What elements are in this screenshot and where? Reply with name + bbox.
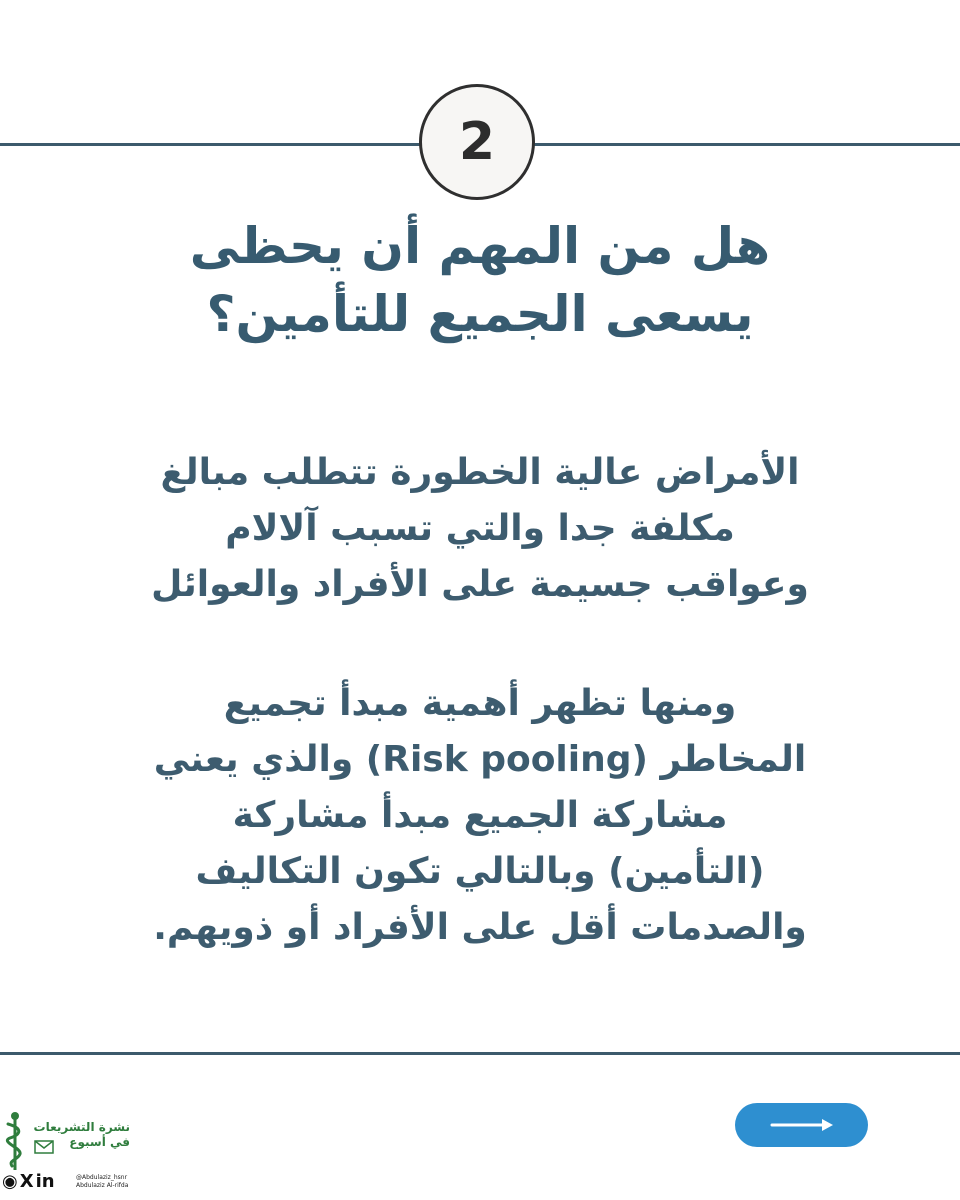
caduceus-icon <box>2 1110 32 1172</box>
bottom-divider <box>0 1052 960 1055</box>
paragraph-line: ومنها تظهر أهمية مبدأ تجميع <box>223 683 737 724</box>
linkedin-icon[interactable]: in <box>35 1171 55 1192</box>
slide-number-badge <box>419 84 535 200</box>
title-line: هل من المهم أن يحظى <box>189 217 771 275</box>
newsletter-logo <box>0 1108 140 1196</box>
paragraph-2 <box>130 676 830 956</box>
social-links <box>2 1172 55 1192</box>
social-handles <box>76 1174 128 1190</box>
logo-line: في أسبوع <box>69 1135 130 1149</box>
x-icon[interactable]: X <box>19 1171 34 1192</box>
slide-number: 2 <box>458 112 496 172</box>
paragraph-line: (التأمين) وبالتالي تكون التكاليف <box>195 851 765 892</box>
title-line: يسعى الجميع للتأمين؟ <box>206 285 754 343</box>
page-title <box>120 212 840 348</box>
handle: @Abdulaziz_hsnr <box>76 1174 128 1181</box>
paragraph-line: مكلفة جدا والتي تسبب آلالام <box>225 508 735 549</box>
instagram-icon[interactable]: ◉ <box>2 1171 18 1192</box>
handle: Abdulaziz Al-rifda <box>76 1182 129 1189</box>
paragraph-line: الأمراض عالية الخطورة تتطلب مبالغ <box>160 452 800 493</box>
paragraph-line: والصدمات أقل على الأفراد أو ذويهم. <box>153 907 807 948</box>
paragraph-1 <box>130 445 830 613</box>
arrow-right-icon <box>770 1118 834 1132</box>
paragraph-line: المخاطر (Risk pooling) والذي يعني <box>153 739 807 780</box>
next-button[interactable] <box>735 1103 868 1147</box>
paragraph-line: مشاركة الجميع مبدأ مشاركة <box>232 795 728 836</box>
logo-line: نشرة التشريعات <box>33 1120 130 1134</box>
envelope-icon <box>34 1140 54 1154</box>
paragraph-line: وعواقب جسيمة على الأفراد والعوائل <box>151 564 809 605</box>
